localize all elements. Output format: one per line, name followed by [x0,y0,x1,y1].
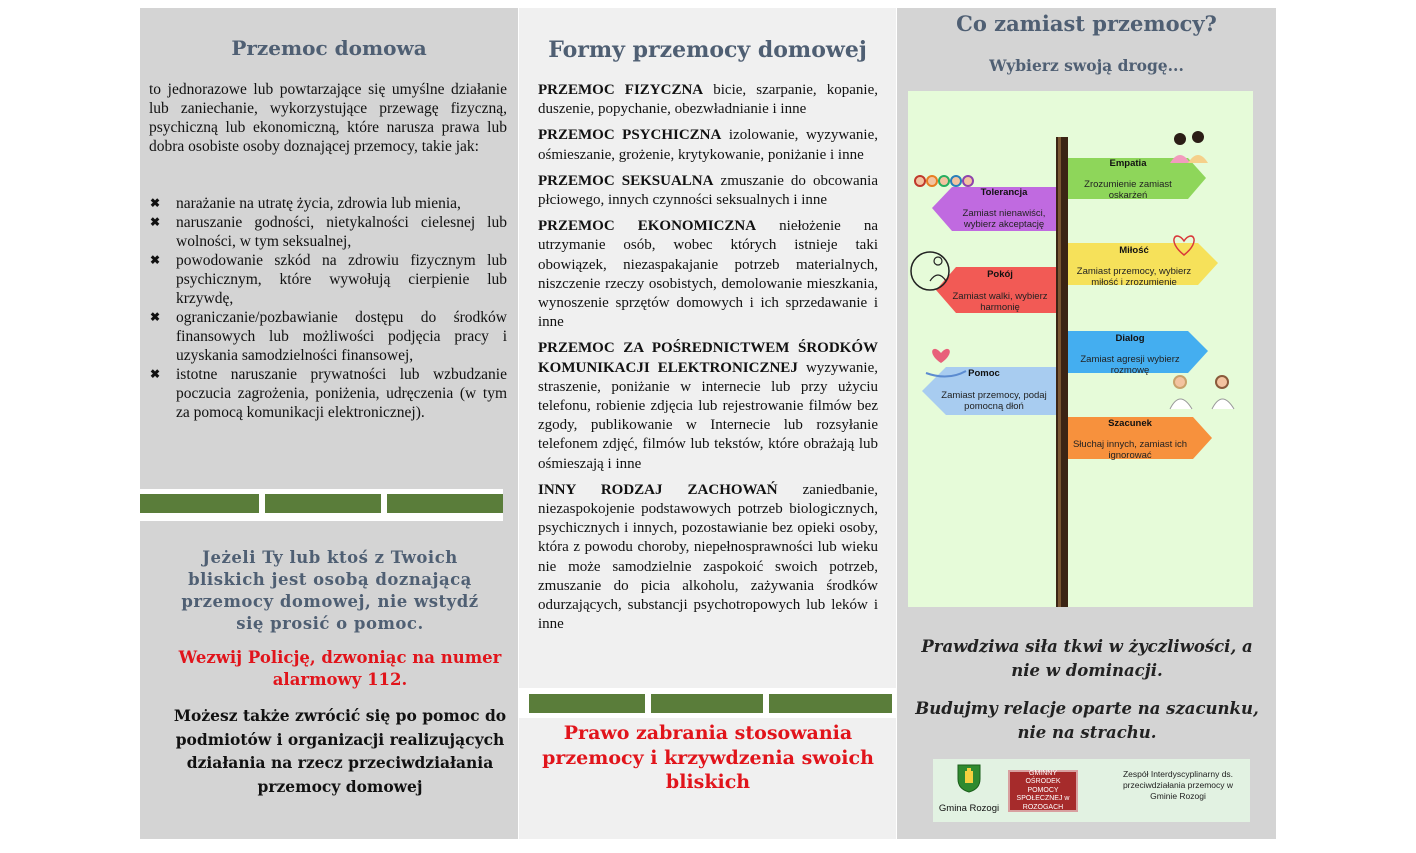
quote-respect: Budujmy relacje oparte na szacunku, nie na strachu. [915,699,1259,742]
gops-logo: GMINNY OŚRODEK POMOCY SPOŁECZNEJ w ROZOGACH [1008,770,1078,812]
signpost-pole [1056,137,1068,607]
sign-tolerancja: Tolerancja Zamiast nienawiści, wybierz akceptację [962,187,1046,230]
form-item [538,81,878,119]
cross-bullet-icon: ✖ [150,310,161,324]
form-item [538,339,878,473]
sign-szacunek: Szacunek Słuchaj innych, zamiast ich ignorować [1072,418,1188,461]
cross-bullet-icon: ✖ [150,367,161,381]
divider-bar [529,694,645,713]
divider-bar [265,494,381,513]
logos-strip [933,759,1250,822]
gmina-logo [933,761,1005,814]
panel-title: Co zamiast przemocy? [956,11,1217,36]
zespol-text: Zespół Interdyscyplinarny ds. przeciwdziałania przemocy w Gminie Rozogi [1122,769,1234,801]
quote-kindness: Prawdziwa siła tkwi w życzliwości, a nie w dominacji. [921,637,1253,680]
form-item [538,126,878,164]
list-item: ✖ narażanie na utratę życia, zdrowia lub mienia, [150,195,461,212]
form-item [538,481,878,635]
middle-panel [519,8,896,839]
divider-bar [140,494,259,513]
divider-bar [387,494,503,513]
police-text: Wezwij Policję, dzwoniąc na numer alarmowy 112. [178,648,502,689]
divider-bar [769,694,892,713]
orgs-text: Możesz także zwrócić się po pomoc do podmiotów i organizacji realizujących działania na rzecz przeciwdziałania przemocy domowej [173,706,507,796]
form-name: PRZEMOC FIZYCZNA [538,82,704,98]
cross-bullet-icon: ✖ [150,215,161,229]
panel-subtitle: Wybierz swoją drogę... [989,56,1184,75]
sign-dialog: Dialog Zamiast agresji wybierz rozmowę [1080,333,1180,376]
sign-pokoj: Pokój Zamiast walki, wybierz harmonię [952,269,1048,313]
panel-title: Przemoc domowa [231,36,427,60]
form-name: PRZEMOC PSYCHICZNA [538,127,722,144]
divider-band [519,688,896,718]
list-item: ✖ naruszanie godności, nietykalności cielesnej lub wolności, w tym seksualnej, [150,214,507,250]
form-name: PRZEMOC EKONOMICZNA [538,218,757,235]
cross-bullet-icon: ✖ [150,253,161,267]
right-panel [897,8,1276,839]
form-name: PRZEMOC SEKSUALNA [538,172,714,189]
sign-milosc: Miłość Zamiast przemocy, wybierz miłość i zrozumienie [1076,245,1192,288]
form-item [538,217,878,332]
cross-bullet-icon: ✖ [150,196,161,210]
form-item [538,172,878,210]
coat-of-arms-icon [956,763,982,793]
list-item: ✖ ograniczanie/pozbawianie dostępu do środków finansowych lub możliwości podjęcia pracy i uzyskania samodzielności finansowej, [150,309,507,364]
form-name: PRZEMOC ZA POŚREDNICTWEM ŚRODKÓW KOMUNIKACJI ELEKTRONICZNEJ [538,340,878,376]
people-crowd-icon [915,176,973,186]
form-name: INNY RODZAJ ZACHOWAŃ [538,481,778,498]
list-item: ✖ istotne naruszanie prywatności lub wzbudzanie poczucia zagrożenia, poniżenia, udręczenia (w tym za pomocą komunikacji elektronicznej). [150,366,507,421]
form-desc: izolowanie, wyzywanie, ośmieszanie, grożenie, krytykowanie, poniżanie i inne [538,127,878,163]
sign-empatia: Empatia Zrozumienie zamiast oskarżeń [1084,158,1172,201]
signpost-infographic [908,91,1253,607]
divider-band [140,489,503,521]
left-panel [140,8,518,839]
divider-bar [651,694,763,713]
violence-list [140,194,507,422]
form-desc: zaniedbanie, niezaspokojenie podstawowych potrzeb biologicznych, psychicznych i innych, pozostawianie bez opieki osoby, która z powodu choroby, niepełnosprawności lub wieku nie może samodzielnie zaspokoić swoich potrzeb, zmuszanie do picia alkoholu, zażywania środków odurzających, substancji psychotropowych lub leków i inne [538,481,878,633]
sign-pomoc: Pomoc Zamiast przemocy, podaj pomocną dłoń [941,368,1047,412]
conversation-icon [1170,376,1234,409]
form-desc: bicie, szarpanie, kopanie, duszenie, popychanie, obezwładnianie i inne [538,82,878,118]
gmina-name: Gmina Rozogi [938,803,1000,814]
form-desc: wyzywanie, straszenie, poniżanie w internecie lub przy użyciu telefonu, robienie zdjęcia lub rejestrowanie filmów bez zgody, publikowanie w Internecie lub rozsyłanie telefonem zdjęć, filmów lub tekstów, które obrażają lub ośmieszają i inne [538,359,879,472]
help-text: Jeżeli Ty lub ktoś z Twoich bliskich jest osobą doznającą przemocy domowej, nie wstydź się prosić o pomoc. [181,548,479,633]
law-text: Prawo zabrania stosowania przemocy i krzywdzenia swoich bliskich [542,722,874,793]
panel-title: Formy przemocy domowej [548,37,867,63]
form-desc: zmuszanie do obcowania płciowego, innych czynności seksualnych i inne [538,172,878,209]
form-desc: niełożenie na utrzymanie osób, wobec których istnieje taki obowiązek, niezaspakajanie potrzeb materialnych, niszczenie rzeczy osobistych, demolowanie mieszkania, wynoszenie sprzętów domowych i ich sprzedawanie i inne [538,218,879,331]
list-item: ✖ powodowanie szkód na zdrowiu fizycznym lub psychicznym, które wywołują cierpienie lub krzywdę, [150,252,507,307]
definition-text: to jednorazowe lub powtarzające się umyślne działanie lub zaniechanie, wykorzystujące przewagę fizyczną, psychiczną lub ekonomiczną, które narusza prawa lub dobra osobiste osoby doznającej przemocy, takie jak: [149,81,507,155]
forms-list [538,81,878,641]
